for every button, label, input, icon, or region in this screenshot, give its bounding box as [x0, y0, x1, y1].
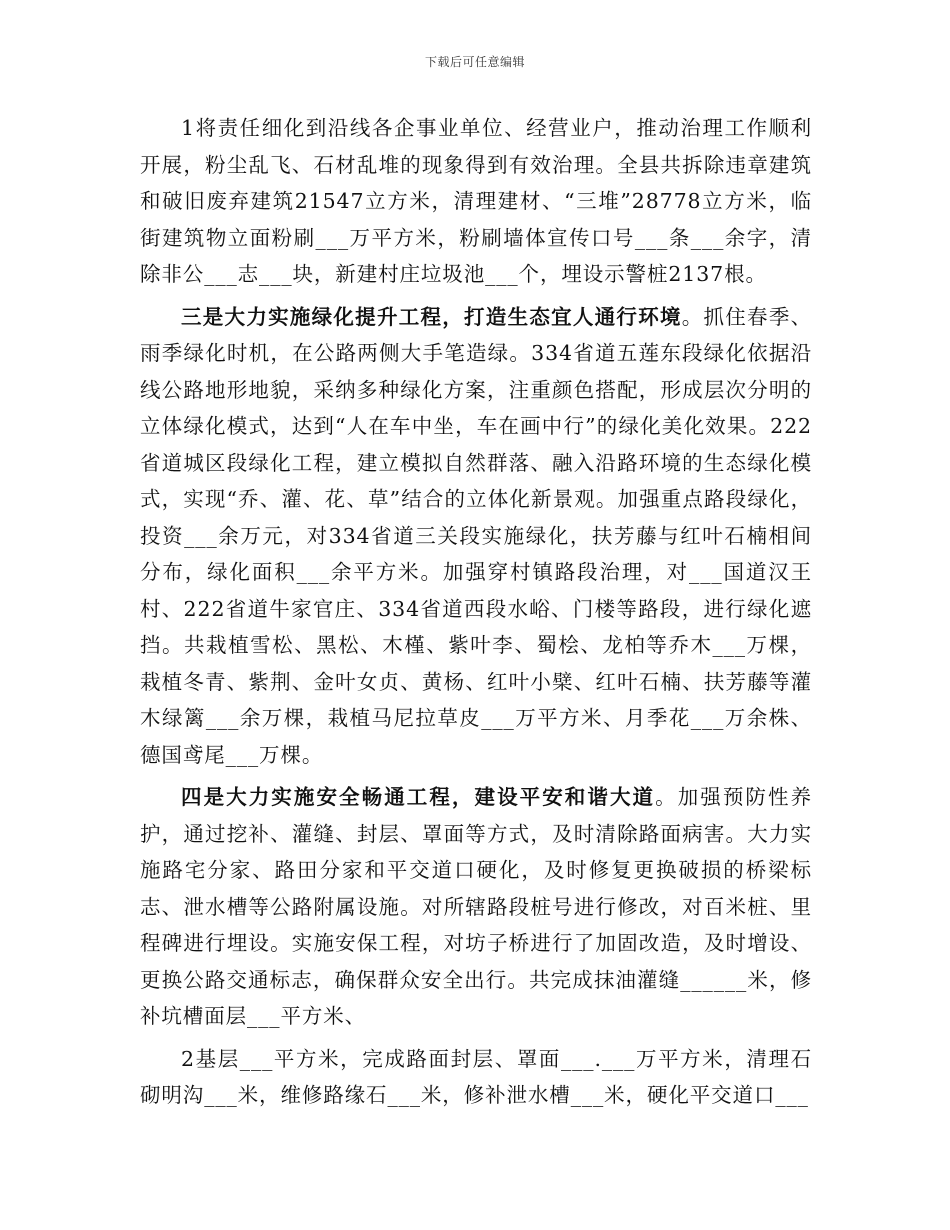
paragraph-2: [140, 299, 812, 774]
paragraph-1-text: 1将责任细化到沿线各企事业单位、经营业户，推动治理工作顺利开展，粉尘乱飞、石材乱堆的现象得到有效治理。全县共拆除违章建筑和破旧废弃建筑21547立方米，清理建材、“三堆”28778立方米，临街建筑物立面粉刷___万平方米，粉刷墙体宣传口号___条___余字，清除非公___志___块，新建村庄垃圾池___个，埋设示警桩2137根。: [140, 116, 812, 286]
paragraph-2-heading: 三是大力实施绿化提升工程，打造生态宜人通行环境: [181, 304, 682, 329]
paragraph-4: [140, 1041, 812, 1114]
paragraph-2-text: 。抓住春季、雨季绿化时机，在公路两侧大手笔造绿。334省道五莲东段绿化依据沿线公路地形地貌，采纳多种绿化方案，注重颜色搭配，形成层次分明的立体绿化模式，达到“人在车中坐，车在画中行”的绿化美化效果。222省道城区段绿化工程，建立模拟自然群落、融入沿路环境的生态绿化模式，实现“乔、灌、花、草”结合的立体化新景观。加强重点路段绿化，投资___余万元，对334省道三关段实施绿化，扶芳藤与红叶石楠相间分布，绿化面积___余平方米。加强穿村镇路段治理，对___国道汉王村、222省道牛家官庄、334省道西段水峪、门楼等路段，进行绿化遮挡。共栽植雪松、黑松、木槿、紫叶李、蜀桧、龙柏等乔木___万棵，栽植冬青、紫荆、金叶女贞、黄杨、红叶小檗、红叶石楠、扶芳藤等灌木绿篱___余万棵，栽植马尼拉草皮___万平方米、月季花___万余株、德国鸢尾___万棵。: [140, 304, 812, 767]
paragraph-3-heading: 四是大力实施安全畅通工程，建设平安和谐大道: [181, 785, 656, 809]
paragraph-1: [140, 110, 812, 293]
paragraph-3-text: 。加强预防性养护，通过挖补、灌缝、封层、罩面等方式，及时清除路面病害。大力实施路宅分家、路田分家和平交道口硬化，及时修复更换破损的桥梁标志、泄水槽等公路附属设施。对所辖路段桩号进行修改，对百米桩、里程碑进行埋设。实施安保工程，对坊子桥进行了加固改造，及时增设、更换公路交通标志，确保群众安全出行。共完成抹油灌缝______米，修补坑槽面层___平方米、: [140, 785, 812, 1028]
document-body: [140, 110, 812, 1120]
page-header-note: 下载后可任意编辑: [424, 55, 525, 69]
paragraph-4-text: 2基层___平方米，完成路面封层、罩面___.___万平方米，清理石砌明沟___米，维修路缘石___米，修补泄水槽___米，硬化平交道口___: [140, 1046, 812, 1107]
paragraph-3: [140, 779, 812, 1035]
